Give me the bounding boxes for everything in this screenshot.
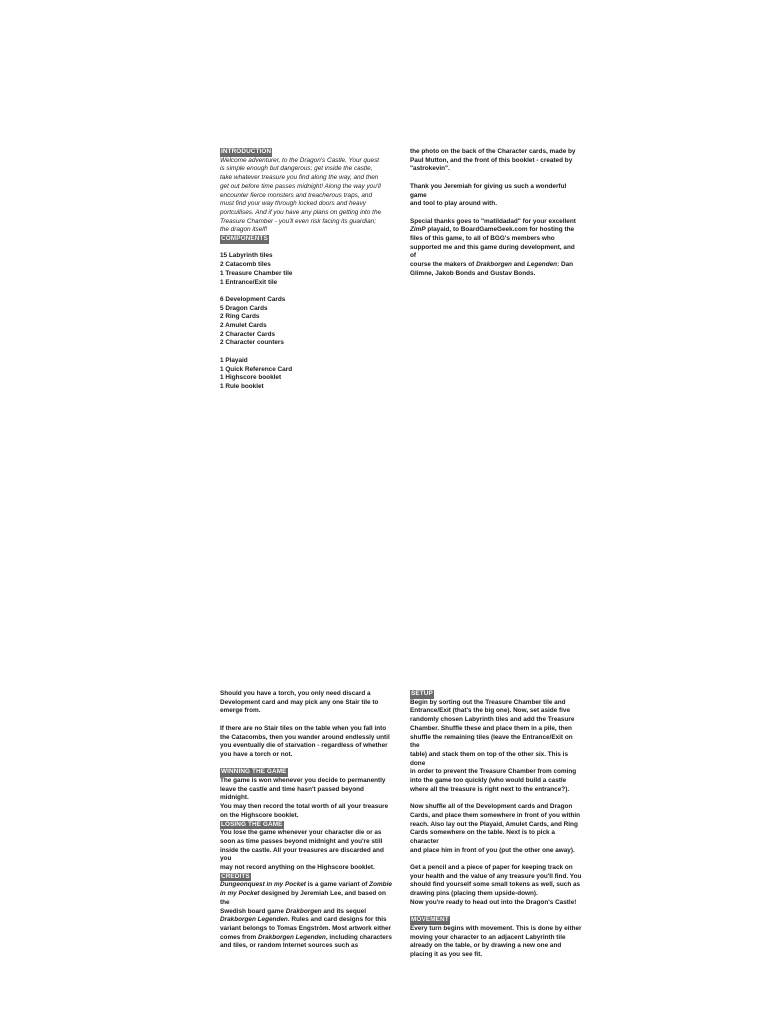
text-line: encounter fierce monsters and treacherous traps, and xyxy=(220,191,373,199)
text-line: If there are no Stair tiles on the table when you fall into xyxy=(220,724,387,732)
list-item: 2 Character counters xyxy=(220,339,284,347)
text-line: get out before time passes midnight! Along the way you'll xyxy=(220,182,381,190)
text-span: : Dan xyxy=(557,261,574,269)
text-line: Thank you Jeremiah for giving us such a wonderful game xyxy=(410,182,567,199)
text-line: moving your character to an adjacent Labyrinth tile xyxy=(410,933,566,941)
losing-paragraph xyxy=(220,829,392,873)
text-line: already on the table, or by drawing a new one and xyxy=(410,942,562,950)
top-left-column xyxy=(220,148,392,392)
text-line: Now shuffle all of the Development cards and Dragon xyxy=(410,803,573,811)
top-right-column xyxy=(410,148,582,279)
text-span: designed by Jeremiah Lee, and based on the xyxy=(220,890,386,906)
text-line: should find yourself some small tokens as well, such as xyxy=(410,881,581,889)
text-line: You may then record the total worth of all your treasure xyxy=(220,803,389,811)
text-line: in order to prevent the Treasure Chamber from coming xyxy=(410,768,577,776)
text-span: playaid, to BoardGameGeek.com for hosting the xyxy=(425,226,575,234)
list-item: 1 Highscore booklet xyxy=(220,374,282,382)
italic-title: Zombie xyxy=(369,881,392,889)
text-line: the Catacombs, then you wander around endlessly until xyxy=(220,733,390,741)
text-line xyxy=(410,226,582,235)
italic-title: Drakborgen xyxy=(476,261,512,269)
text-span: course the makers of xyxy=(410,261,477,269)
list-item: 5 Dragon Cards xyxy=(220,304,268,312)
list-item: 2 Catacomb tiles xyxy=(220,261,271,269)
text-line: Should you have a torch, you only need discard a xyxy=(220,690,371,697)
text-line xyxy=(410,261,582,270)
italic-title: ZimP xyxy=(410,226,426,234)
text-span: Swedish board game xyxy=(220,907,286,915)
text-line: Entrance/Exit (that's the big one). Now, set aside five xyxy=(410,707,571,715)
credits-paragraph xyxy=(220,881,392,951)
stair-paragraph xyxy=(220,725,392,760)
text-line: Cards, and place them somewhere in front of you within xyxy=(410,811,581,819)
text-line xyxy=(220,934,392,943)
bottom-left-column xyxy=(220,690,392,951)
italic-title: Legenden xyxy=(526,261,558,269)
text-line: Cards somewhere on the table. Next is to pick a character xyxy=(410,829,555,845)
list-item: 1 Rule booklet xyxy=(220,382,264,390)
text-span: and xyxy=(511,261,527,269)
text-line: where all the treasure is right next to the entrance?). xyxy=(410,785,570,793)
text-line: your health and the value of any treasure you'll find. You xyxy=(410,872,582,880)
text-line: You lose the game whenever your character die or as xyxy=(220,829,382,837)
text-line: Begin by sorting out the Treasure Chamber tile and xyxy=(410,698,566,706)
text-line: Chamber. Shuffle these and place them in a pile, then xyxy=(410,724,572,732)
torch-paragraph xyxy=(220,690,392,716)
special-thanks-paragraph xyxy=(410,218,582,279)
list-item: 1 Quick Reference Card xyxy=(220,365,293,373)
text-line: on the Highscore booklet. xyxy=(220,811,299,819)
text-line: The game is won whenever you decide to permanently xyxy=(220,777,386,784)
text-line: variant belongs to Tomas Engström. Most artwork either xyxy=(220,924,392,932)
losing-heading: LOSING THE GAME xyxy=(221,820,283,828)
text-line: reach. Also lay out the Playaid, Amulet Cards, and Ring xyxy=(410,820,578,828)
text-line: Glimne, Jakob Bonds and Gustav Bonds. xyxy=(410,269,536,277)
winning-heading: WINNING THE GAME xyxy=(221,768,287,776)
list-item: 1 Entrance/Exit tile xyxy=(220,278,278,286)
text-line xyxy=(220,908,392,917)
text-line: Development card and may pick any one Stair tile to xyxy=(220,698,379,706)
text-line: soon as time passes beyond midnight and you're still xyxy=(220,837,383,845)
text-line: supported me and this game during development, and of xyxy=(410,243,575,260)
text-line: and place him in front of you (put the other one away). xyxy=(410,846,575,854)
text-line: placing it as you see fit. xyxy=(410,951,483,959)
introduction-text xyxy=(220,157,392,235)
text-line: Get a pencil and a piece of paper for keeping track on xyxy=(410,864,573,872)
bottom-right-column xyxy=(410,690,582,960)
text-line: files of this game, to all of BGG's members who xyxy=(410,235,555,242)
list-item: 1 Treasure Chamber tile xyxy=(220,269,293,277)
text-span: and its sequel xyxy=(321,907,366,915)
text-line: the photo on the back of the Character cards, made by xyxy=(410,148,576,155)
italic-title: Drakborgen Legenden xyxy=(220,916,288,924)
text-line xyxy=(220,890,392,907)
list-item: 15 Labyrinth tiles xyxy=(220,252,273,260)
text-line: Paul Mutton, and the front of this booklet - created by xyxy=(410,156,573,164)
text-line: Now you're ready to head out into the Dragon's Castle! xyxy=(410,898,577,906)
text-line: may not record anything on the Highscore booklet. xyxy=(220,864,375,872)
italic-title: Dungeonquest in my Pocket xyxy=(220,881,306,889)
text-line: Welcome adventurer, to the Dragon's Castle. Your quest xyxy=(220,156,380,164)
text-line: emerge from. xyxy=(220,707,261,715)
italic-title: Drakborgen xyxy=(285,907,322,915)
text-line: and tiles, or random Internet sources such as xyxy=(220,942,359,950)
italic-title: in my Pocket xyxy=(220,890,260,898)
list-item: 6 Development Cards xyxy=(220,295,286,303)
text-span: comes from xyxy=(220,933,259,941)
text-line: shuffle the remaining tiles (leave the Entrance/Exit on the xyxy=(410,733,573,750)
text-line: is simple enough but dangerous; get inside the castle, xyxy=(220,165,373,173)
text-line: "astrokevin". xyxy=(410,165,450,173)
winning-paragraph xyxy=(220,777,392,821)
text-span: , including characters xyxy=(325,933,392,941)
text-line: leave the castle and time hasn't passed beyond midnight. xyxy=(220,785,364,802)
photo-credits-paragraph xyxy=(410,148,582,174)
text-line: portcullises. And if you have any plans on getting into the xyxy=(220,208,382,216)
text-line: Treasure Chamber - you'll even risk facing its guardian; xyxy=(220,217,376,225)
movement-paragraph xyxy=(410,925,582,960)
introduction-heading: INTRODUCTION xyxy=(221,148,272,155)
list-item: 2 Character Cards xyxy=(220,330,276,338)
list-item: 2 Amulet Cards xyxy=(220,322,267,330)
thanks-paragraph xyxy=(410,183,582,209)
text-line: the dragon itself! xyxy=(220,226,268,234)
components-list xyxy=(220,252,392,391)
list-item: 1 Playaid xyxy=(220,356,248,364)
text-line: you eventually die of starvation - regardless of whether xyxy=(220,742,388,750)
italic-title: Drakborgen Legenden xyxy=(258,933,326,941)
text-line: into the game too quickly (who would build a castle xyxy=(410,777,567,785)
text-line: randomly chosen Labyrinth tiles and add the Treasure xyxy=(410,716,575,724)
list-item: 2 Ring Cards xyxy=(220,313,260,321)
text-line: Every turn begins with movement. This is done by either xyxy=(410,924,582,932)
text-line: Special thanks goes to "matildadad" for your excellent xyxy=(410,217,576,225)
shuffle-paragraph xyxy=(410,803,582,855)
setup-heading: SETUP xyxy=(411,690,433,697)
text-line: drawing pins (placing them upside-down). xyxy=(410,890,538,898)
credits-heading: CREDITS xyxy=(221,872,250,880)
components-heading: COMPONENTS xyxy=(221,235,268,243)
text-line: must find your way through locked doors and heavy xyxy=(220,200,367,208)
text-line: take whatever treasure you find along the way, and then xyxy=(220,174,379,182)
text-line xyxy=(220,881,392,890)
text-line: table) and stack them on top of the other six. This is done xyxy=(410,750,569,767)
text-span: is a game variant of xyxy=(305,881,370,889)
text-line: you have a torch or not. xyxy=(220,750,293,758)
setup-paragraph xyxy=(410,699,582,795)
text-line: and tool to play around with. xyxy=(410,200,497,208)
movement-heading: MOVEMENT xyxy=(411,916,449,924)
text-line xyxy=(220,916,392,925)
pencil-paragraph xyxy=(410,864,582,908)
text-line: inside the castle. All your treasures are discarded and you xyxy=(220,846,384,863)
text-span: . Rules and card designs for this xyxy=(287,916,387,924)
